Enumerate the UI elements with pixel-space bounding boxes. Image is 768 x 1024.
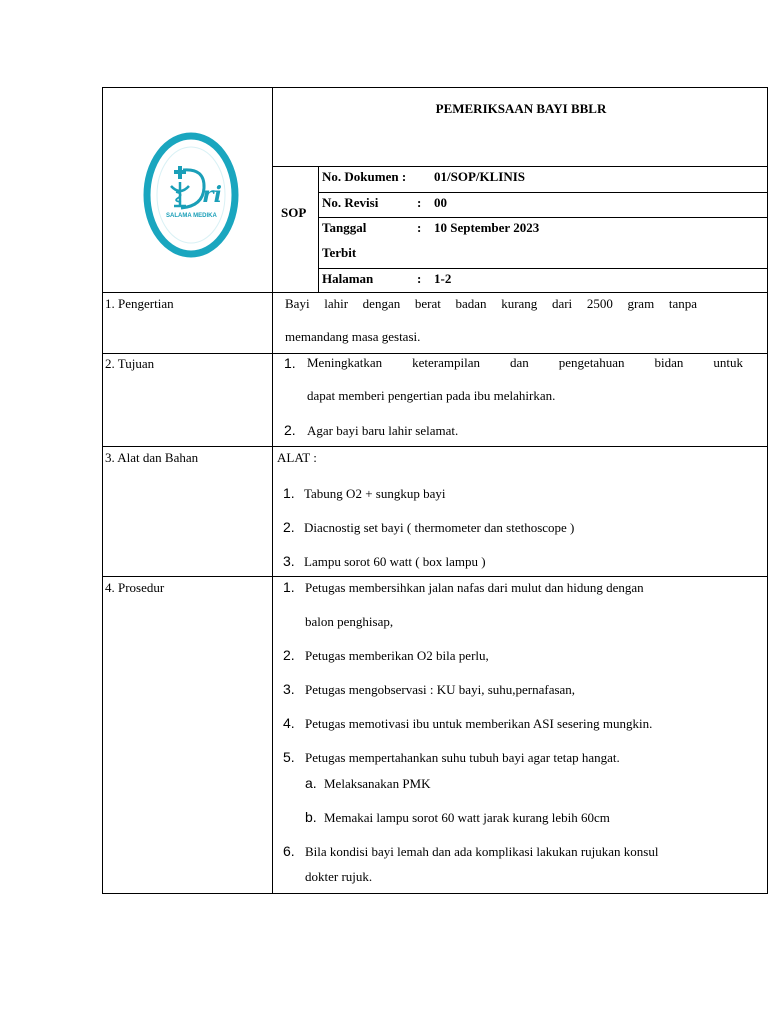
sop-label: SOP bbox=[281, 205, 307, 220]
meta-label-terbit: Terbit bbox=[322, 245, 357, 260]
pengertian-bottom-rule bbox=[102, 353, 768, 354]
prosedur-item-text: Petugas membersihkan jalan nafas dari mulut dan hidung dengan bbox=[305, 580, 644, 595]
logo-script-text: ri bbox=[202, 182, 222, 208]
table-top-rule bbox=[102, 87, 768, 88]
title-bottom-rule bbox=[272, 166, 768, 167]
alat-item-number: 3. bbox=[283, 553, 295, 569]
prosedur-subitem-letter: b. bbox=[305, 809, 317, 825]
prosedur-item-text: Bila kondisi bayi lemah dan ada komplikasi lakukan rujukan konsul bbox=[305, 844, 659, 859]
alat-item-text: Tabung O2 + sungkup bayi bbox=[304, 486, 446, 501]
prosedur-item-text-cont: balon penghisap, bbox=[305, 614, 394, 629]
alat-item-number: 2. bbox=[283, 519, 295, 535]
header-bottom-rule bbox=[102, 292, 768, 293]
alat-item-text: Lampu sorot 60 watt ( box lampu ) bbox=[304, 554, 486, 569]
meta-rule-2 bbox=[318, 217, 768, 218]
alat-label: 3. Alat dan Bahan bbox=[105, 450, 199, 465]
prosedur-item-text: Petugas mengobservasi : KU bayi, suhu,pernafasan, bbox=[305, 682, 576, 697]
tujuan-label: 2. Tujuan bbox=[105, 356, 155, 371]
meta-label-revisi: No. Revisi bbox=[322, 195, 379, 210]
meta-value-dokumen: 01/SOP/KLINIS bbox=[434, 169, 526, 184]
logo-emblem-icon bbox=[143, 130, 241, 260]
prosedur-item-text: Petugas memberikan O2 bila perlu, bbox=[305, 648, 489, 663]
alat-item-number: 1. bbox=[283, 485, 295, 501]
alat-heading: ALAT : bbox=[277, 450, 317, 465]
tujuan-item-number: 2. bbox=[284, 422, 296, 438]
prosedur-item-number: 2. bbox=[283, 647, 295, 663]
table-left-rule bbox=[102, 87, 103, 894]
alat-item-text: Diacnostig set bayi ( thermometer dan stethoscope ) bbox=[304, 520, 575, 535]
tujuan-item-text: Agar bayi baru lahir selamat. bbox=[307, 423, 459, 438]
prosedur-label: 4. Prosedur bbox=[105, 580, 165, 595]
logo-caption: SALAMA MEDIKA bbox=[166, 213, 217, 219]
meta-value-tanggal: 10 September 2023 bbox=[434, 220, 540, 235]
prosedur-subitem-text: Melaksanakan PMK bbox=[324, 776, 431, 791]
meta-value-revisi: 00 bbox=[434, 195, 447, 210]
label-column-rule bbox=[272, 87, 273, 894]
pengertian-text-line-1: Bayi lahir dengan berat badan kurang dari 2500 gram tanpa bbox=[285, 296, 697, 311]
logo bbox=[143, 130, 241, 260]
prosedur-item-text: Petugas mempertahankan suhu tubuh bayi agar tetap hangat. bbox=[305, 750, 620, 765]
meta-rule-1 bbox=[318, 192, 768, 193]
pengertian-label: 1. Pengertian bbox=[105, 296, 174, 311]
prosedur-item-text: Petugas memotivasi ibu untuk memberikan ASI sesering mungkin. bbox=[305, 716, 653, 731]
prosedur-item-number: 3. bbox=[283, 681, 295, 697]
prosedur-subitem-text: Memakai lampu sorot 60 watt jarak kurang lebih 60cm bbox=[324, 810, 610, 825]
meta-label-dokumen: No. Dokumen : bbox=[322, 169, 407, 184]
prosedur-item-number: 1. bbox=[283, 579, 295, 595]
meta-rule-3 bbox=[318, 268, 768, 269]
document-title: PEMERIKSAAN BAYI BBLR bbox=[435, 101, 607, 116]
tujuan-item-number: 1. bbox=[284, 355, 296, 371]
pengertian-text-line-2: memandang masa gestasi. bbox=[285, 329, 421, 344]
meta-label-tanggal: Tanggal bbox=[322, 220, 367, 235]
meta-colon-halaman: : bbox=[417, 271, 422, 286]
tujuan-item-text-cont: dapat memberi pengertian pada ibu melahirkan. bbox=[307, 388, 556, 403]
table-bottom-rule bbox=[102, 893, 768, 894]
alat-bottom-rule bbox=[102, 576, 768, 577]
prosedur-item-text-cont: dokter rujuk. bbox=[305, 869, 373, 884]
tujuan-item-text: Meningkatkan keterampilan dan pengetahuan bidan untuk bbox=[307, 355, 743, 370]
meta-colon-revisi: : bbox=[417, 195, 422, 210]
sop-column-rule bbox=[318, 166, 319, 293]
prosedur-subitem-letter: a. bbox=[305, 775, 317, 791]
meta-value-halaman: 1-2 bbox=[434, 271, 452, 286]
prosedur-item-number: 5. bbox=[283, 749, 295, 765]
meta-label-halaman: Halaman bbox=[322, 271, 374, 286]
prosedur-item-number: 4. bbox=[283, 715, 295, 731]
prosedur-item-number: 6. bbox=[283, 843, 295, 859]
tujuan-bottom-rule bbox=[102, 446, 768, 447]
meta-colon-tanggal: : bbox=[417, 220, 422, 235]
